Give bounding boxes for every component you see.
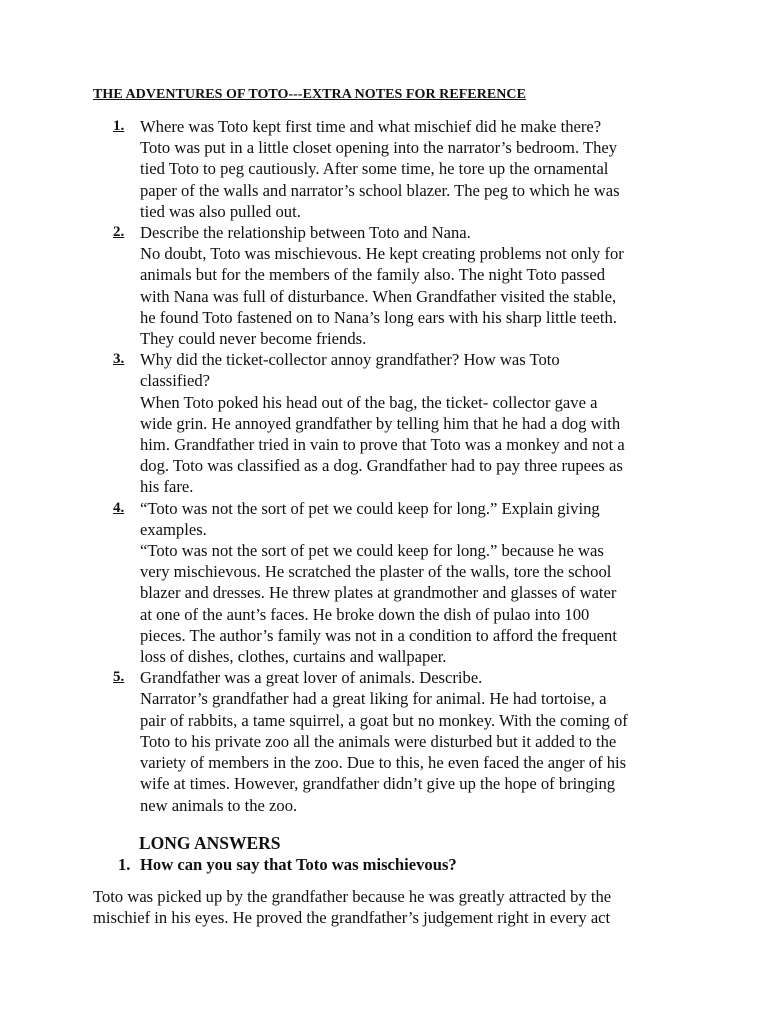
long-answer-text: Toto was picked up by the grandfather because he was greatly attracted by the mischief in his eyes. He proved the grandfather’s judgement right in every act xyxy=(93,887,612,928)
question-item-2 xyxy=(113,222,683,349)
long-question-number: 1. xyxy=(118,855,131,874)
document-title: THE ADVENTURES OF TOTO---EXTRA NOTES FOR REFERENCE xyxy=(93,87,526,102)
question-item-3 xyxy=(113,349,683,497)
long-answers-heading: LONG ANSWERS xyxy=(139,833,281,853)
answer-text: Toto was put in a little closet opening into the narrator’s bedroom. They tied Toto to peg cautiously. After some time, he tore up the ornamental paper of the walls and narrator’s school blazer. The peg to which he was tied was also pulled out. xyxy=(140,138,620,221)
question-text: “Toto was not the sort of pet we could keep for long.” Explain giving examples. xyxy=(140,498,600,539)
question-number: 3. xyxy=(113,351,125,368)
question-text: Grandfather was a great lover of animals. Describe. xyxy=(140,668,483,688)
answer-text: No doubt, Toto was mischievous. He kept creating problems not only for animals but for the members of the family also. The night Toto passed with Nana was full of disturbance. When Grandfather visited the stable, he found Toto fastened on to Nana’s long ears with his sharp little teeth. They could never become friends. xyxy=(140,244,624,349)
question-item-4 xyxy=(113,498,683,668)
question-number: 5. xyxy=(113,669,125,686)
answer-text: “Toto was not the sort of pet we could keep for long.” because he was very mischievous. He scratched the plaster of the walls, tore the school blazer and dresses. He threw plates at grandmother and glasses of water at one of the aunt’s faces. He broke down the dish of pulao into 100 pieces. The author’s family was not in a condition to afford the frequent loss of dishes, clothes, curtains and wallpaper. xyxy=(140,541,617,667)
question-list xyxy=(113,116,683,816)
question-number: 1. xyxy=(113,118,125,134)
answer-text: Narrator’s grandfather had a great liking for animal. He had tortoise, a pair of rabbits, a tame squirrel, a goat but no monkey. With the coming of Toto to his private zoo all the animals were disturbed but it added to the variety of members in the zoo. Due to this, he even faced the anger of his wife at times. However, grandfather didn’t give up the hope of bringing new animals to the zoo. xyxy=(140,689,628,815)
question-text: Describe the relationship between Toto and Nana. xyxy=(140,223,471,243)
long-answer-question xyxy=(118,855,457,875)
question-text: Where was Toto kept first time and what mischief did he make there? xyxy=(140,117,602,136)
long-question-text: How can you say that Toto was mischievous? xyxy=(140,855,457,874)
question-number: 4. xyxy=(113,499,125,516)
question-item-1 xyxy=(113,116,683,222)
question-item-5 xyxy=(113,667,683,815)
question-number: 2. xyxy=(113,224,125,241)
answer-text: When Toto poked his head out of the bag, the ticket- collector gave a wide grin. He annoyed grandfather by telling him that he had a dog with him. Grandfather tried in vain to prove that Toto was a monkey and not a dog. Toto was classified as a dog. Grandfather had to pay three rupees as his fare. xyxy=(140,392,625,497)
question-text: Why did the ticket-collector annoy grandfather? How was Toto classified? xyxy=(140,350,560,391)
